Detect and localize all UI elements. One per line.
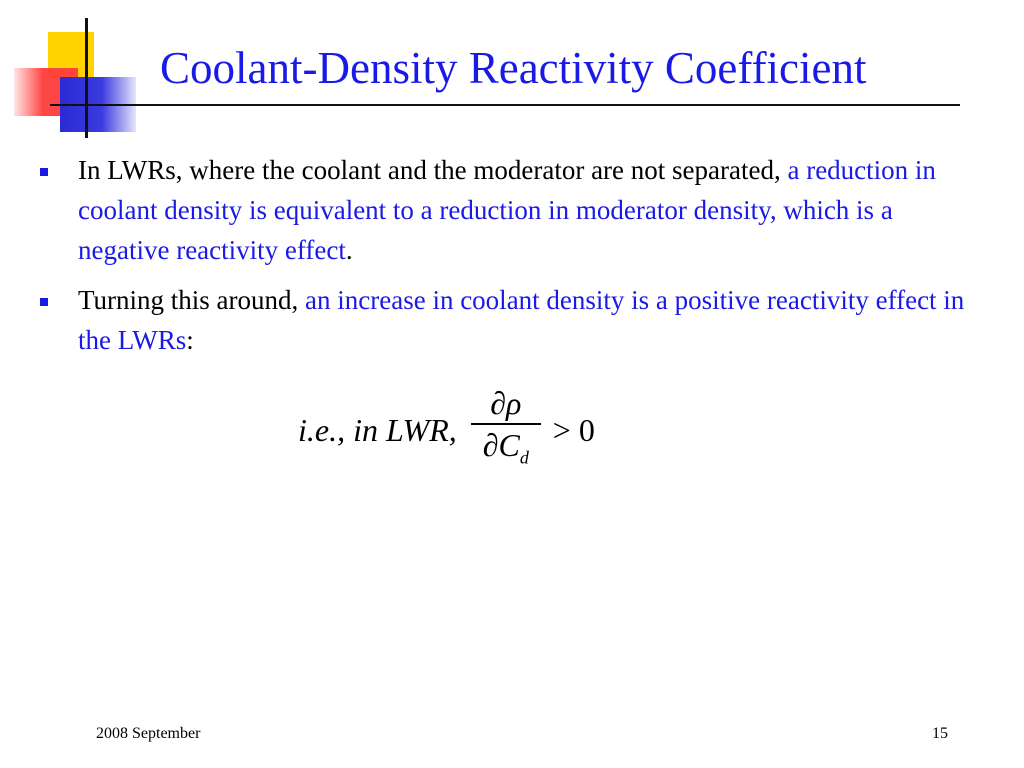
denominator-subscript: d <box>519 447 529 468</box>
equation-relation: > 0 <box>552 411 595 448</box>
title-underline <box>50 104 960 106</box>
bullet-item <box>38 150 978 270</box>
slide-logo <box>0 0 160 140</box>
bullet-punct: : <box>186 325 194 355</box>
equation-fraction <box>471 383 541 477</box>
page-number: 15 <box>932 725 948 742</box>
slide-title: Coolant-Density Reactivity Coefficient <box>160 43 867 93</box>
equation-prefix: i.e., in LWR, <box>298 411 457 448</box>
bullet-text: In LWRs, where the coolant and the moderator are not separated, <box>78 155 781 185</box>
fraction-denominator <box>483 425 529 477</box>
bullet-text: Turning this around, <box>78 285 299 315</box>
bullet-highlight: a reduction in coolant density is equivalent to a reduction in moderator density, which is a negative reactivity effect <box>78 155 936 265</box>
bullet-punct: . <box>345 235 353 265</box>
vertical-rule <box>85 18 88 138</box>
footer-date: 2008 September <box>96 725 201 742</box>
equation <box>298 380 595 480</box>
bullet-item <box>38 280 978 360</box>
fraction-numerator: ∂ρ <box>490 384 522 421</box>
bullet-highlight: an increase in coolant density is a positive reactivity effect in the LWRs <box>78 285 965 355</box>
bullet-list <box>38 150 978 370</box>
denominator-symbol: ∂C <box>482 426 520 463</box>
